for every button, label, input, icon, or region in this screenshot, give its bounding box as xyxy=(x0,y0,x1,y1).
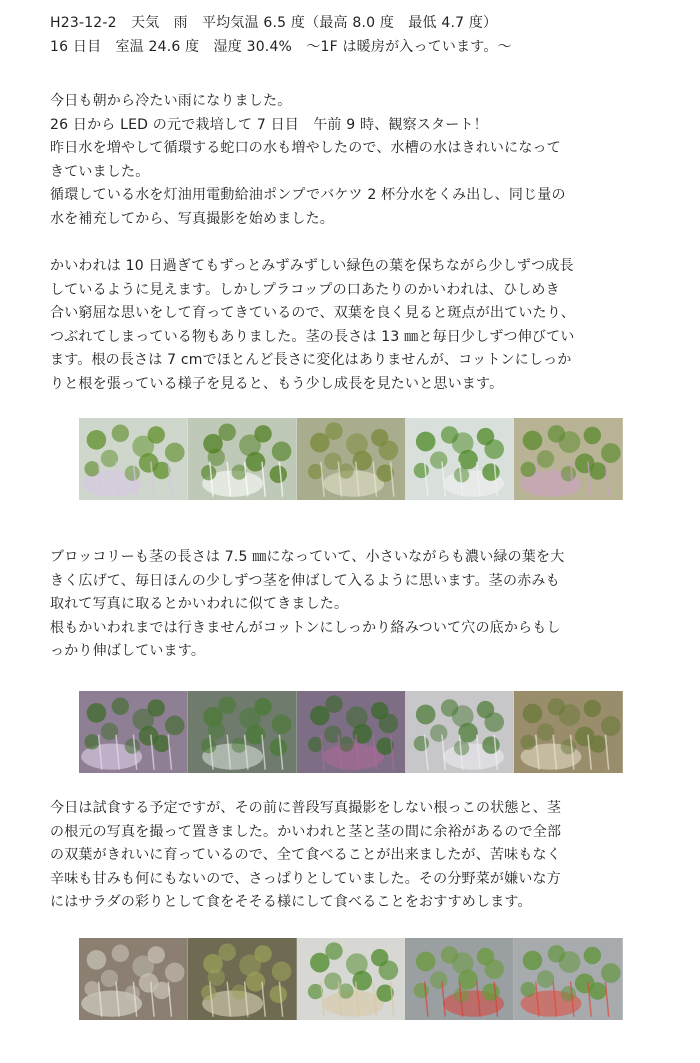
text-line: 根もかいわれまでは行きませんがコットンにしっかり絡みついて穴の底からもし xyxy=(50,619,561,636)
text-line: りと根を張っている様子を見ると、もう少し成長を見たいと思います。 xyxy=(50,375,504,392)
broccoli-cotton-photo-image xyxy=(514,691,623,773)
text-line: きく広げて、毎日ほんの少しずつ茎を伸ばして入るように思います。茎の赤みも xyxy=(50,572,560,589)
broccoli-rows-photo-image xyxy=(405,691,514,773)
sprout-cup-photo-image xyxy=(405,418,514,500)
broccoli-closeup-photo-image xyxy=(297,691,406,773)
sprout-closeup-photo-image xyxy=(188,418,297,500)
salad-plate-photo-2 xyxy=(514,938,623,1020)
sprout-pots-photo-image xyxy=(514,418,623,500)
text-line: きていました。 xyxy=(50,163,150,180)
tasting-paragraph xyxy=(50,797,660,915)
sprout-cups-photo-image xyxy=(79,418,188,500)
broccoli-photo-strip xyxy=(79,691,623,773)
text-line: 今日は試食する予定ですが、その前に普段写真撮影をしない根っこの状態と、茎 xyxy=(50,800,562,816)
text-line: 26 日から LED の元で栽培して 7 日目 午前 9 時、観察スタート！ xyxy=(50,116,488,133)
broccoli-cup-photo xyxy=(188,691,297,773)
harvest-bunch-photo xyxy=(297,938,406,1020)
cotton-roots-photo xyxy=(297,418,406,500)
text-line: つぶれてしまっている物もありました。茎の長さは 13 ㎜と毎日少しずつ伸びてい xyxy=(50,328,575,345)
stems-photo xyxy=(188,938,297,1020)
broccoli-rows-photo xyxy=(405,691,514,773)
broccoli-closeup-photo xyxy=(297,691,406,773)
text-line: 辛味も甘みも何にもないので、さっぱりとしていました。その分野菜が嫌いな方 xyxy=(50,870,561,887)
root-ball-photo-image xyxy=(79,938,188,1020)
kaiware-photo-strip xyxy=(79,418,623,500)
text-line: の根元の写真を撮って置きました。かいわれと茎と茎の間に余裕があるので全部 xyxy=(50,823,562,840)
broccoli-tray-photo-image xyxy=(79,691,188,773)
text-line: かいわれは 10 日過ぎてもずっとみずみずしい緑色の葉を保ちながら少しずつ成長 xyxy=(50,258,574,274)
harvest-bunch-photo-image xyxy=(297,938,406,1020)
tasting-photo-strip xyxy=(79,938,623,1020)
text-line: しているように見えます。しかしプラコップの口あたりのかいわれは、ひしめき xyxy=(50,281,560,298)
text-line: ブロッコリーも茎の長さは 7.5 ㎜になっていて、小さいながらも濃い緑の葉を大 xyxy=(50,549,565,565)
text-line: 循環している水を灯油用電動給油ポンプでバケツ 2 杯分水をくみ出し、同じ量の xyxy=(50,187,566,203)
cotton-roots-photo-image xyxy=(297,418,406,500)
text-line: っかり伸ばしています。 xyxy=(50,643,206,659)
sprout-closeup-photo xyxy=(188,418,297,500)
sprout-pots-photo xyxy=(514,418,623,500)
intro-paragraph xyxy=(50,90,660,231)
text-line: 合い窮屈な思いをして育ってきているので、双葉を良く見ると斑点が出ていたり、 xyxy=(50,305,576,321)
kaiware-paragraph xyxy=(50,255,660,396)
sprout-cups-photo xyxy=(79,418,188,500)
salad-plate-photo-image xyxy=(405,938,514,1020)
text-line: 取れて写真に取るとかいわれに似てきました。 xyxy=(50,596,349,612)
broccoli-cup-photo-image xyxy=(188,691,297,773)
broccoli-paragraph xyxy=(50,546,660,664)
weather-header xyxy=(50,12,660,59)
text-line: の双葉がきれいに育っているので、全て食べることが出来ましたが、苦味もなく xyxy=(50,847,561,863)
broccoli-tray-photo xyxy=(79,691,188,773)
salad-plate-photo xyxy=(405,938,514,1020)
sprout-cup-photo xyxy=(405,418,514,500)
room-condition-line: 16 日目 室温 24.6 度 湿度 30.4% ～1F は暖房が入っています。～ xyxy=(50,38,512,55)
weather-line: H23-12-2 天気 雨 平均気温 6.5 度（最高 8.0 度 最低 4.7 度） xyxy=(50,15,498,31)
text-line: ます。根の長さは 7 cmでほとんど長さに変化はありませんが、コットンにしっか xyxy=(50,352,572,368)
broccoli-cotton-photo xyxy=(514,691,623,773)
text-line: 水を補充してから、写真撮影を始めました。 xyxy=(50,210,334,227)
root-ball-photo xyxy=(79,938,188,1020)
text-line: 今日も朝から冷たい雨になりました。 xyxy=(50,93,292,109)
text-line: にはサラダの彩りとして食をそそる様にして食べることをおすすめします。 xyxy=(50,894,532,910)
stems-photo-image xyxy=(188,938,297,1020)
text-line: 昨日水を増やして循環する蛇口の水も増やしたので、水槽の水はきれいになって xyxy=(50,140,561,156)
salad-plate-photo-2-image xyxy=(514,938,623,1020)
